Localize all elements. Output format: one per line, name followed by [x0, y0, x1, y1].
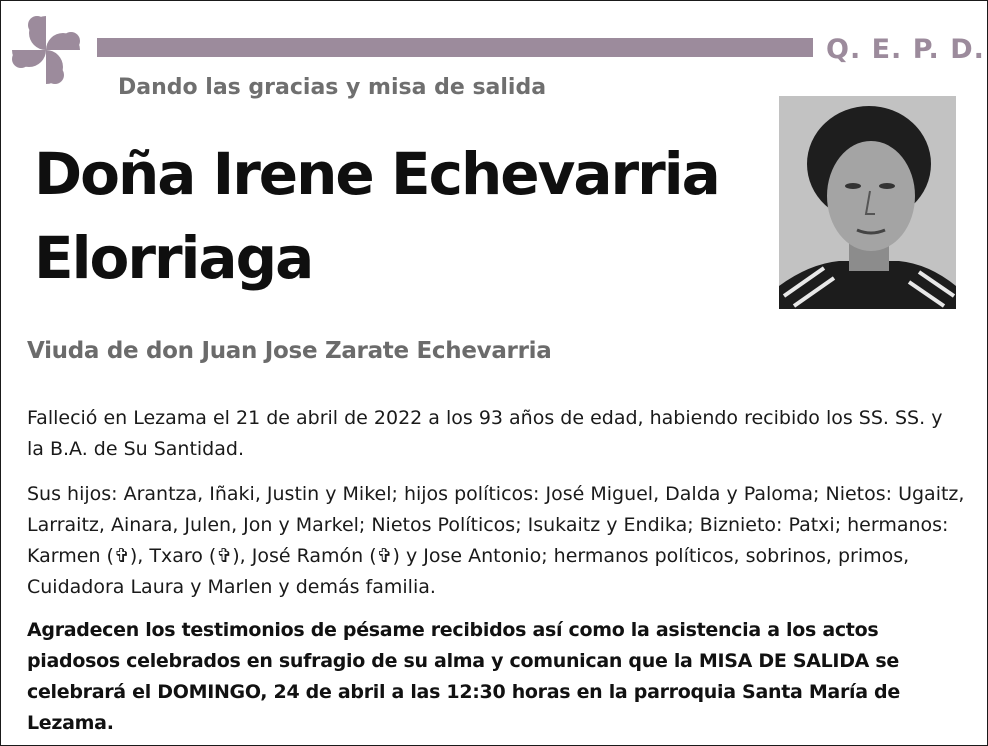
notice-subtitle: Dando las gracias y misa de salida [118, 75, 547, 100]
spouse-line: Viuda de don Juan Jose Zarate Echevarria [27, 338, 552, 364]
portrait-photo [779, 96, 956, 309]
death-notice-paragraph: Falleció en Lezama el 21 de abril de 2022 a los 93 años de edad, habiendo recibido los SS. SS. y la B.A. de Su Santidad. [27, 407, 943, 460]
deceased-name [34, 132, 754, 300]
lauburu-icon [6, 10, 86, 90]
name-line-1: Doña Irene Echevarria [34, 140, 719, 208]
header-bar [97, 38, 813, 57]
family-paragraph: Sus hijos: Arantza, Iñaki, Justin y Mikel; hijos políticos: José Miguel, Dalda y Paloma; Nietos: Ugaitz, Larraitz, Ainara, Julen, Jon y Markel; Nietos Políticos; Isukaitz y Endika; Biznieto: Patxi; hermanos: Karmen (✞), Txaro (✞), José Ramón (✞) y Jose Antonio; hermanos políticos, sobrinos, primos, Cuidadora Laura y Marlen y demás familia. [27, 483, 965, 598]
name-line-2: Elorriaga [34, 224, 313, 292]
qepd-label: Q. E. P. D. [826, 34, 985, 65]
thanks-paragraph: Agradecen los testimonios de pésame recibidos así como la asistencia a los actos piadosos celebrados en sufragio de su alma y comunican que la MISA DE SALIDA se celebrará el DOMINGO, 24 de abril a las 12:30 horas en la parroquia Santa María de Lezama. [27, 619, 900, 734]
